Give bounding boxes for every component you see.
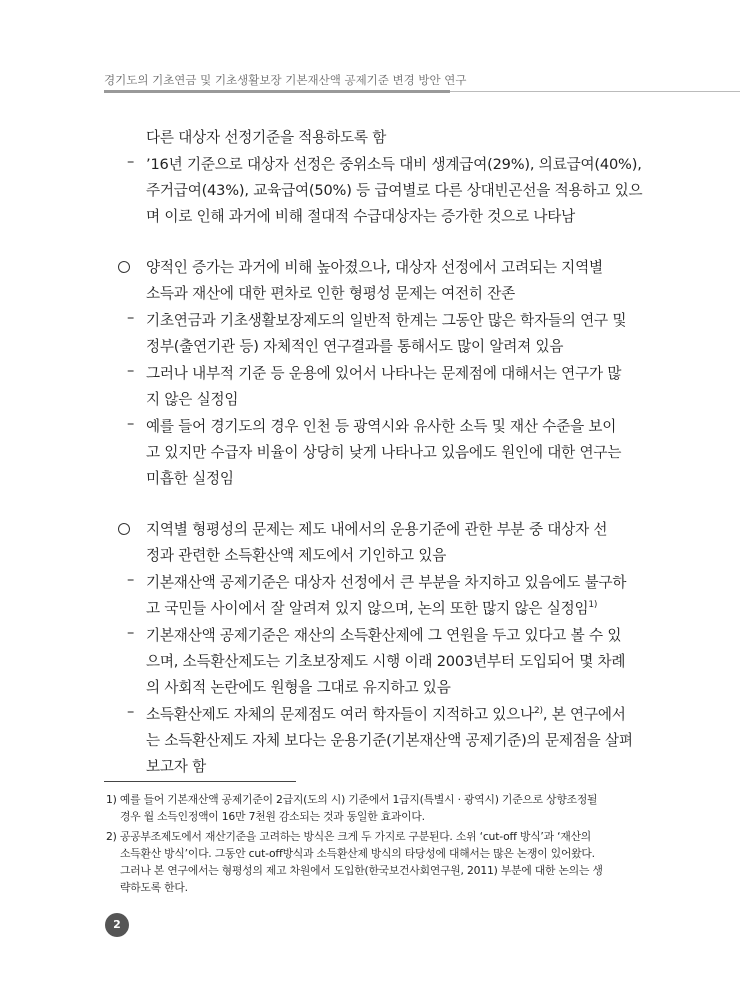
text-span: , 본 연구에서: [542, 706, 626, 723]
text-line: 기초연금과 기초생활보장제도의 일반적 한계는 그동안 많은 학자들의 연구 및: [146, 312, 627, 329]
footnote-2-line: 2) 공공부조제도에서 재산기준을 고려하는 방식은 크게 두 가지로 구분된다. 소위 ‘cut-off 방식’과 ‘재산의: [106, 830, 592, 843]
dash-bullet: –: [127, 703, 135, 720]
text-line: 며 이로 인해 과거에 비해 절대적 수급대상자는 증가한 것으로 나타남: [146, 208, 576, 225]
text-line: 기본재산액 공제기준은 재산의 소득환산제에 그 연원을 두고 있다고 볼 수 있: [146, 627, 622, 644]
text-span: 고 국민들 사이에서 잘 알려져 있지 않으며, 논의 또한 많지 않은 실정임: [146, 600, 589, 617]
circle-bullet-icon: [118, 523, 130, 535]
text-line: 주거급여(43%), 교육급여(50%) 등 급여별로 다른 상대빈곤선을 적용하고 있으: [146, 182, 643, 199]
footnote-rule: [104, 781, 296, 782]
text-line: ’16년 기준으로 대상자 선정은 중위소득 대비 생계급여(29%), 의료급여(40%),: [146, 156, 642, 173]
footnote-2-line: 략하도록 한다.: [120, 881, 188, 894]
footnote-2-line: 그러나 본 연구에서는 형평성의 제고 차원에서 도입한(한국보건사회연구원, 2011) 부분에 대한 논의는 생: [120, 864, 603, 877]
text-line: 지 않은 실정임: [146, 391, 239, 408]
text-line: 의 사회적 논란에도 원형을 그대로 유지하고 있음: [146, 679, 451, 696]
text-line: 소득과 재산에 대한 편차로 인한 형평성 문제는 여전히 잔존: [146, 285, 516, 302]
footnote-1-line: 1) 예를 들어 기본재산액 공제기준이 2급지(도의 시) 기준에서 1급지(특별시 · 광역시) 기준으로 상향조정될: [106, 793, 598, 806]
text-line: 정부(출연기관 등) 자체적인 연구결과를 통해서도 많이 알려져 있음: [146, 338, 564, 355]
text-line: 양적인 증가는 과거에 비해 높아졌으나, 대상자 선정에서 고려되는 지역별: [146, 259, 603, 276]
page-number-badge: 2: [105, 913, 129, 937]
footnote-1-line: 경우 월 소득인정액이 16만 7천원 감소되는 것과 동일한 효과이다.: [120, 810, 425, 823]
running-header: 경기도의 기초연금 및 기초생활보장 기본재산액 공제기준 변경 방안 연구: [104, 73, 467, 87]
text-line: 예를 들어 경기도의 경우 인천 등 광역시와 유사한 소득 및 재산 수준을 보이: [146, 418, 617, 435]
text-line: 다른 대상자 선정기준을 적용하도록 함: [146, 129, 387, 146]
text-line: [146, 597, 597, 618]
text-line: 정과 관련한 소득환산액 제도에서 기인하고 있음: [146, 547, 447, 564]
text-line: [146, 703, 626, 724]
text-line: 고 있지만 수급자 비율이 상당히 낮게 나타나고 있음에도 원인에 대한 연구는: [146, 444, 622, 461]
dash-bullet: –: [127, 309, 135, 326]
dash-bullet: –: [127, 153, 135, 170]
text-line: 기본재산액 공제기준은 대상자 선정에서 큰 부분을 차지하고 있음에도 불구하: [146, 574, 627, 591]
text-line: 보고자 함: [146, 758, 207, 775]
footnote-ref-1[interactable]: 1): [588, 600, 598, 611]
text-line: 는 소득환산제도 자체 보다는 운용기준(기본재산액 공제기준)의 문제점을 살펴: [146, 732, 633, 749]
dash-bullet: –: [127, 415, 135, 432]
text-line: 그러나 내부적 기준 등 운용에 있어서 나타나는 문제점에 대해서는 연구가 많: [146, 365, 622, 382]
footnote-2-line: 소득환산 방식’이다. 그동안 cut-off방식과 소득환산제 방식의 타당성에 대해서는 많은 논쟁이 있어왔다.: [120, 847, 595, 860]
header-rule-accent: [104, 90, 450, 93]
footnote-ref-2[interactable]: 2): [533, 706, 543, 717]
dash-bullet: –: [127, 362, 135, 379]
text-span: 소득환산제도 자체의 문제점도 여러 학자들이 지적하고 있으나: [146, 706, 534, 723]
dash-bullet: –: [127, 571, 135, 588]
text-line: 으며, 소득환산제도는 기초보장제도 시행 이래 2003년부터 도입되어 몇 차례: [146, 653, 626, 670]
circle-bullet-icon: [118, 261, 130, 273]
text-line: 지역별 형평성의 문제는 제도 내에서의 운용기준에 관한 부분 중 대상자 선: [146, 521, 608, 538]
text-line: 미흡한 실정임: [146, 470, 234, 487]
dash-bullet: –: [127, 624, 135, 641]
